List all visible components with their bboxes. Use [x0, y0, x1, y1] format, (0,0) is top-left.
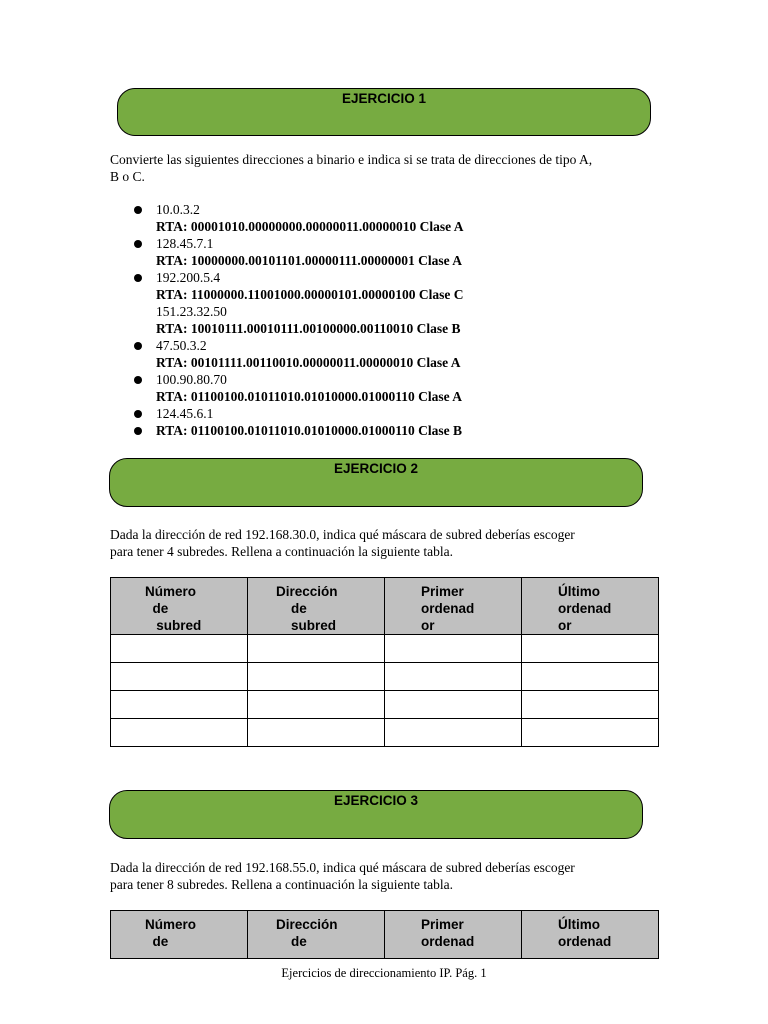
- exercise2-title: EJERCICIO 2: [333, 461, 419, 476]
- bullet-icon: [134, 342, 142, 350]
- table-cell[interactable]: [522, 691, 659, 719]
- table-row: [111, 635, 659, 663]
- table-cell[interactable]: [385, 635, 522, 663]
- table-row: [111, 691, 659, 719]
- exercise2-instruction-line1: Dada la dirección de red 192.168.30.0, indica qué máscara de subred deberías escoger: [110, 527, 575, 542]
- bullet-icon: [134, 427, 142, 435]
- table-cell[interactable]: [248, 691, 385, 719]
- subnet-table-ex2: [110, 577, 659, 747]
- header-numero-subred: Número de subred: [111, 578, 248, 635]
- table-header-row: [111, 578, 659, 635]
- header-primer-ordenador: Primer ordenad: [385, 911, 522, 959]
- page-footer: Ejercicios de direccionamiento IP. Pág. 1: [281, 966, 487, 980]
- exercise3-instruction: [110, 859, 670, 893]
- exercise2-banner: [109, 458, 643, 507]
- table-cell[interactable]: [248, 635, 385, 663]
- ip-address: 128.45.7.1: [156, 236, 214, 251]
- exercise1-instruction-line2: B o C.: [110, 169, 145, 184]
- ip-answer: RTA: 10000000.00101101.00000111.00000001 Clase A: [156, 253, 463, 268]
- ip-address: 47.50.3.2: [156, 338, 207, 353]
- table-cell[interactable]: [385, 691, 522, 719]
- exercise1-instruction: [110, 151, 670, 185]
- ip-address: 192.200.5.4: [156, 270, 221, 285]
- table-header-row: [111, 911, 659, 959]
- exercise1-banner: [117, 88, 651, 136]
- exercise3-title: EJERCICIO 3: [333, 793, 419, 808]
- exercise3-instruction-line2: para tener 8 subredes. Rellena a continuación la siguiente tabla.: [110, 877, 453, 892]
- ip-answer: RTA: 00101111.00110010.00000011.00000010 Clase A: [156, 355, 461, 370]
- exercise3-instruction-line1: Dada la dirección de red 192.168.55.0, indica qué máscara de subred deberías escoger: [110, 860, 575, 875]
- bullet-icon: [134, 274, 142, 282]
- table-cell[interactable]: [385, 663, 522, 691]
- table-cell[interactable]: [522, 719, 659, 747]
- ip-answer: RTA: 00001010.00000000.00000011.00000010 Clase A: [156, 219, 464, 234]
- subnet-table-ex3: [110, 910, 659, 959]
- header-primer-ordenador: Primer ordenad or: [385, 578, 522, 635]
- table-cell[interactable]: [111, 635, 248, 663]
- exercise1-title: EJERCICIO 1: [341, 91, 427, 106]
- ip-address: 151.23.32.50: [156, 304, 227, 319]
- table-cell[interactable]: [111, 691, 248, 719]
- header-direccion-subred: Dirección de: [248, 911, 385, 959]
- ip-answer: RTA: 01100100.01011010.01010000.01000110 Clase A: [156, 389, 463, 404]
- table-cell[interactable]: [522, 663, 659, 691]
- exercise3-banner: [109, 790, 643, 839]
- ip-answer: RTA: 11000000.11001000.00000101.00000100 Clase C: [156, 287, 464, 302]
- ip-address: 124.45.6.1: [156, 406, 214, 421]
- ip-answer: RTA: 01100100.01011010.01010000.01000110 Clase B: [156, 423, 463, 438]
- exercise2-instruction-line2: para tener 4 subredes. Rellena a continuación la siguiente tabla.: [110, 544, 453, 559]
- header-ultimo-ordenador: Último ordenad or: [522, 578, 659, 635]
- ip-address: 100.90.80.70: [156, 372, 227, 387]
- bullet-icon: [134, 410, 142, 418]
- header-numero-subred: Número de: [111, 911, 248, 959]
- bullet-icon: [134, 376, 142, 384]
- table-row: [111, 719, 659, 747]
- header-ultimo-ordenador: Último ordenad: [522, 911, 659, 959]
- bullet-icon: [134, 240, 142, 248]
- exercise2-instruction: [110, 526, 670, 560]
- table-cell[interactable]: [248, 719, 385, 747]
- table-cell[interactable]: [248, 663, 385, 691]
- table-row: [111, 663, 659, 691]
- exercise1-instruction-line1: Convierte las siguientes direcciones a binario e indica si se trata de direcciones de tipo A,: [110, 152, 593, 167]
- header-direccion-subred: Dirección de subred: [248, 578, 385, 635]
- table-cell[interactable]: [385, 719, 522, 747]
- ip-address: 10.0.3.2: [156, 202, 200, 217]
- bullet-icon: [134, 206, 142, 214]
- ip-answer: RTA: 10010111.00010111.00100000.00110010 Clase B: [156, 321, 461, 336]
- table-cell[interactable]: [522, 635, 659, 663]
- table-cell[interactable]: [111, 719, 248, 747]
- table-cell[interactable]: [111, 663, 248, 691]
